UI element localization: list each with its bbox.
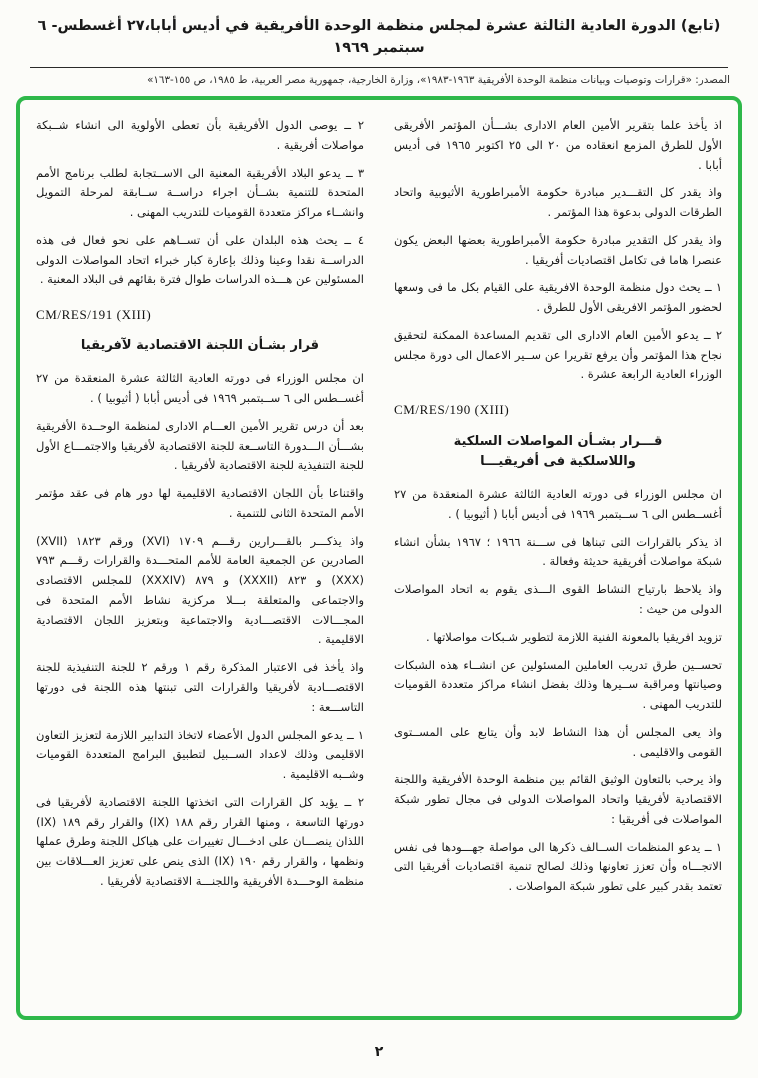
paragraph: ٤ ــ يحث هذه البلدان على أن تســاهم على نحو فعال فى هذه الدراســة نقدا وعينا وذلك بإعارة كبار خبراء اتحاد المواصلات الدولى المسئولين عن هـــذه الدراسات طوال فترة بقائهم فى البلاد المعنية . <box>36 232 364 287</box>
paragraph: ١ ــ يدعو المنظمات الســالف ذكرها الى مواصلة جهـــودها فى نفس الاتجـــاه وأن تعزز تعاونها وذلك لصالح تنمية اقتصاديات أفريقيا التى تعتمد بقدر كبير على تطور شبكة المواصلات . <box>394 839 722 894</box>
two-column-layout <box>36 116 722 1006</box>
left-column <box>36 116 364 1006</box>
paragraph: اذ يذكر بالقرارات التى تبناها فى ســـنة ١٩٦٦ ؛ ١٩٦٧ بشأن انشاء شبكة مواصلات أفريقية حديثة وفعالة . <box>394 534 722 569</box>
green-content-frame <box>16 96 742 1020</box>
resolution-title: قرار بشـأن اللجنة الاقتصادية لآفريقيا <box>80 338 320 354</box>
paragraph: ٣ ــ يدعو البلاد الأفريقية المعنية الى الاســتجابة لطلب برنامج الأمم المتحدة للتنمية بشــأن اجراء دراســة ســابقة لمرحلة التمويل وانشــاء مراكز متعددة القوميات للتدريب المهنى . <box>36 165 364 220</box>
paragraph: ١ ــ يدعو المجلس الدول الأعضاء لاتخاذ التدابير اللازمة لتعزيز التعاون الاقليمى وذلك لاعداد الســبيل لتطبيق البرامج المتعددة القوميات وشــبه الاقليمية . <box>36 727 364 782</box>
paragraph: واذ يرحب بالتعاون الوثيق القائم بين منظمة الوحدة الأفريقية واللجنة الاقتصادية لأفريقيا واتحاد المواصلات الدولى فى مجال تطور شبكة المواصلات فى أفريقيا : <box>394 772 722 826</box>
paragraph: ان مجلس الوزراء فى دورته العادية الثالثة عشرة المنعقدة من ٢٧ أغســطس الى ٦ ســبتمبر ١٩٦٩ فى أديس أبابا ( أثيوبيا ) . <box>394 487 722 521</box>
paragraph: واذ يعى المجلس أن هذا النشاط لابد وأن يتابع على المســتوى القومى والاقليمى . <box>394 724 722 759</box>
paragraph: ٢ ــ يدعو الأمين العام الادارى الى تقديم المساعدة الممكنة لتحقيق نجاح هذا المؤتمر وأن يرفع تقريرا عن ســير الاعمال الى دورة مجلس الوزراء العادية الرابعة عشرة . <box>394 327 722 382</box>
paragraph: ٢ ــ يوصى الدول الأفريقية بأن تعطى الأولوية الى انشاء شــبكة مواصلات أفريقية . <box>36 118 364 152</box>
source-citation: المصدر: «قرارات وتوصيات وبيانات منظمة الوحدة الأفريقية ١٩٦٣-١٩٨٣»، وزارة الخارجية، جمهورية مصر العربية، ط ١٩٨٥، ص ١٥٥-١٦٣» <box>147 73 730 86</box>
page-number: ٢ <box>374 1044 384 1060</box>
document-header <box>0 0 758 87</box>
paragraph: واذ يقدر كل التقـــدير مبادرة حكومة الأمبراطورية الأثيوبية واتحاد الطرقات الدولى بدعوة هذا المؤتمر . <box>394 185 722 220</box>
resolution-ref: CM/RES/191 (XIII) <box>36 307 152 323</box>
header-divider <box>30 67 728 68</box>
resolution-title-line2: واللاسلكية فى أفريقيـــا <box>480 454 636 470</box>
paragraph: واقتناعا بأن اللجان الاقتصادية الاقليمية لها دور هام فى عقد مؤتمر الأمم المتحدة الثانى للتنمية . <box>36 486 364 520</box>
paragraph: واذ يلاحظ بارتياح النشاط القوى الـــذى يقوم به اتحاد المواصلات الدولى من حيث : <box>394 582 722 616</box>
paragraph: تزويد افريقيا بالمعونة الفنية اللازمة لتطوير شـبكات مواصلاتها . <box>425 629 722 644</box>
paragraph: تحســين طرق تدريب العاملين المسئولين عن انشــاء هذه الشبكات وصيانتها ومراقبة ســيرها وذلك بفضل انشاء مراكز متعددة القوميات للتدريب المهنى . <box>394 657 722 712</box>
resolution-ref: CM/RES/190 (XIII) <box>394 402 510 418</box>
paragraph: ان مجلس الوزراء فى دورته العادية الثالثة عشرة المنعقدة من ٢٧ أغســطس الى ٦ ســبتمبر ١٩٦٩ فى أديس أبابا ( أثيوبيا ) . <box>36 371 364 406</box>
paragraph: بعد أن درس تقرير الأمين العـــام الادارى لمنظمة الوحــدة الأفريقية بشـــأن الـــدورة التاســعة للجنة الاقتصادية لأفريقيا والاجتمـــاع الأول للجنة التنفيذية للجنة الاقتصادية لأفريقيا . <box>36 418 364 473</box>
paragraph: واذ يأخذ فى الاعتبار المذكرة رقم ١ ورقم ٢ للجنة التنفيذية للجنة الاقتصـــادية لأفريقيا والقرارات التى تبنتها هذه اللجنة فى دورتها التاســـعة : <box>36 660 364 714</box>
right-column <box>394 116 722 1006</box>
resolution-title-line1: قـــرار بشـأن المواصلات السلكية <box>453 433 663 449</box>
paragraph: واذ يذكـــر بالقـــرارين رقـــم ١٧٠٩ (XVI) ورقم ١٨٢٣ (XVII) الصادرين عن الجمعية العامة للأمم المتحـــدة والقرارات رقـــم ٧٩٣ (XXX) و ٨٢٣ (XXXII) و ٨٧٩ (XXXIV) للمجلس الاقتصادى والاجتماعى والمتعلقة بـــلا مركزية نشاط الأمم المتحدة فى المجـــالات الاقتصـــادية والاجتماعية وبتعزيز اللجان الاقتصادية الاقليمية . <box>36 533 364 647</box>
resolution-title <box>394 432 722 474</box>
paragraph: ٢ ــ يؤيد كل القرارات التى اتخذتها اللجنة الاقتصادية لأفريقيا فى دورتها التاسعة ، ومنها القرار رقم ١٨٨ (IX) والقرار رقم ١٨٩ (IX) اللذان ينصـــان على ادخـــال تغييرات على هياكل اللجنة وطرق عملها ونظمها ، والقرار رقم ١٩٠ (IX) الذى ينص على تعزيز العـــلاقات بين منظمة الوحـــدة الأفريقية واللجنـــة الاقتصادية لأفريقيا . <box>36 794 364 888</box>
paragraph: اذ يأخذ علما بتقرير الأمين العام الادارى بشـــأن المؤتمر الأفريقى الأول للطرق المزمع انعقاده من ٢٠ الى ٢٥ اكتوبر ١٩٦٥ فى أديس أبابا . <box>394 118 722 172</box>
document-title: (تابع) الدورة العادية الثالثة عشرة لمجلس منظمة الوحدة الأفريقية في أديس أبابا،٢٧ أغسطس- ٦ سبتمبر ١٩٦٩ <box>37 18 721 56</box>
paragraph: ١ ــ يحث دول منظمة الوحدة الافريقية على القيام بكل ما فى وسعها لحضور المؤتمر الافريقى الأول للطرق . <box>394 280 722 315</box>
paragraph: واذ يقدر كل التقدير مبادرة حكومة الأمبراطورية بعضها البعض يكون عنصرا هاما فى تكامل اقتصاديات أفريقيا . <box>394 232 722 267</box>
